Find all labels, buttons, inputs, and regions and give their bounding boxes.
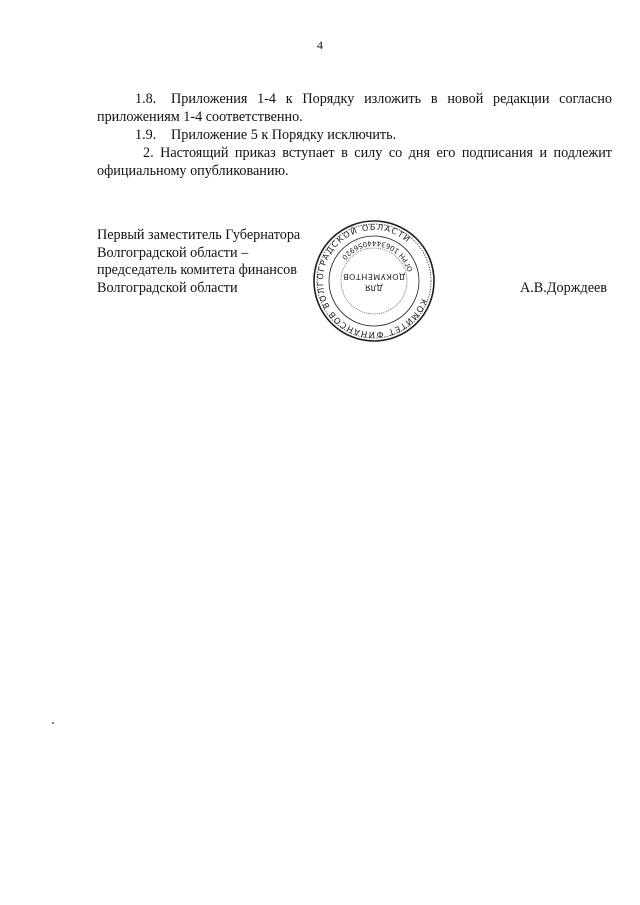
paragraph-1-9: [97, 126, 612, 144]
page-number: 4: [317, 38, 323, 52]
signatory-position-line: Волгоградской области –: [97, 244, 249, 261]
paragraph-1-8: [97, 90, 612, 126]
official-seal: [311, 218, 437, 344]
order-body-text: [97, 90, 612, 180]
paragraph-number: 1.9.: [135, 127, 157, 143]
signatory-position-line: Волгоградской области: [97, 279, 238, 296]
signatory-name: А.В.Дорждеев: [520, 280, 607, 296]
seal-inner-text: ОГРН 1063444056920: [339, 238, 415, 273]
signatory-position: [97, 227, 337, 297]
seal-outer-text: КОМИТЕТ ФИНАНСОВ ВОЛГОГРАДСКОЙ ОБЛАСТИ: [314, 221, 430, 341]
signatory-position-line: председатель комитета финансов: [97, 262, 297, 279]
paragraph-text: 2. Настоящий приказ вступает в силу со дня его подписания и подлежит официальному опубликованию.: [97, 145, 612, 179]
seal-center-line-1: ДЛЯ: [365, 283, 383, 292]
paragraph-text: Приложения 1-4 к Порядку изложить в новой редакции согласно приложениям 1-4 соответственно.: [97, 91, 612, 125]
signatory-position-line: Первый заместитель Губернатора: [97, 227, 301, 243]
seal-center-line-2: ДОКУМЕНТОВ: [342, 272, 406, 281]
paragraph-number: 1.8.: [135, 91, 157, 107]
paragraph-2: [97, 144, 612, 180]
paragraph-text: Приложение 5 к Порядку исключить.: [171, 127, 397, 143]
scan-speck: [52, 722, 54, 724]
